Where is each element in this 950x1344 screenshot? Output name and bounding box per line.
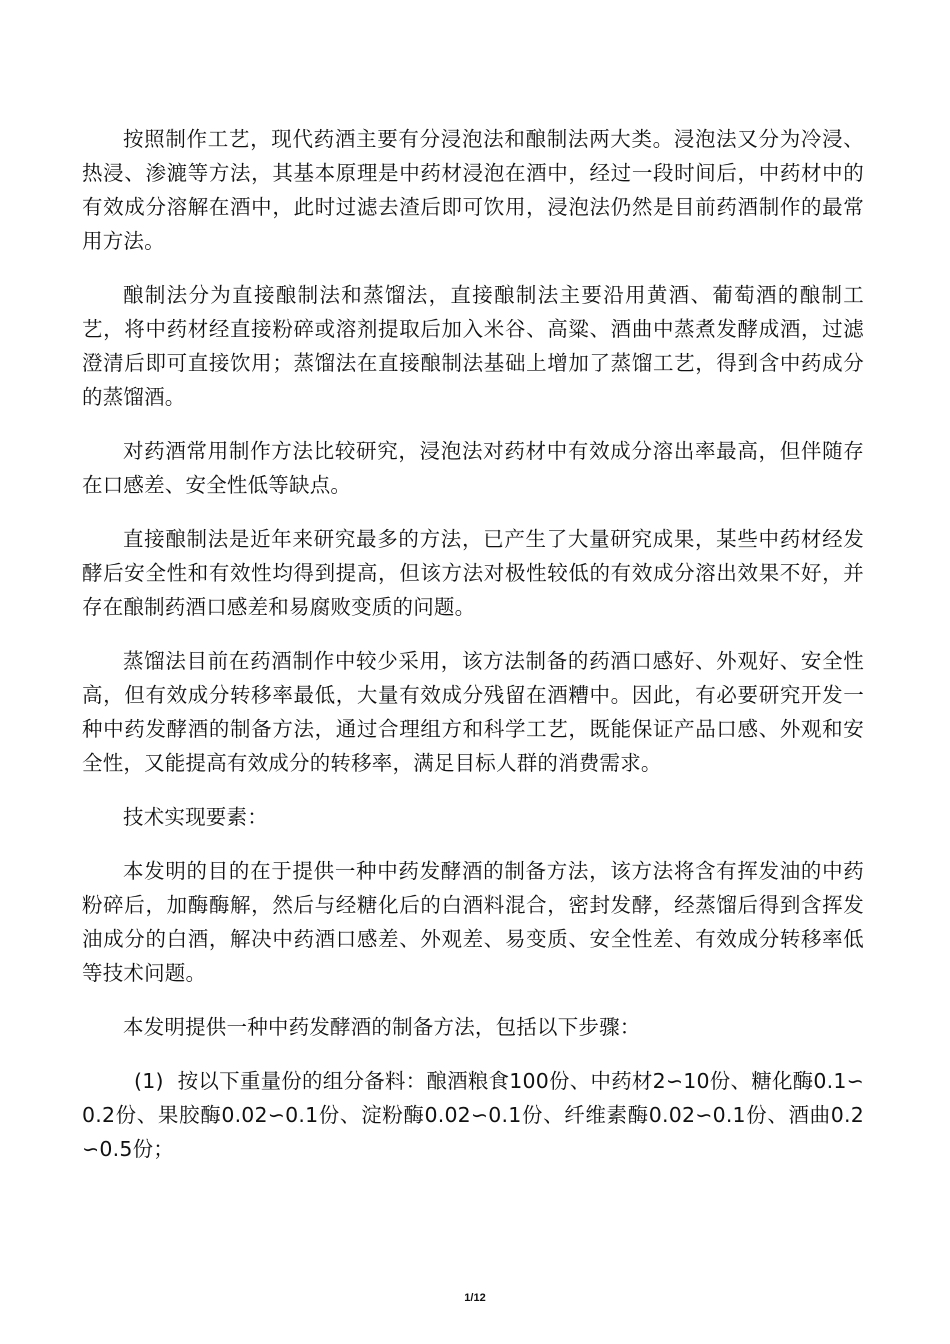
paragraph-direct-brewing: 直接酿制法是近年来研究最多的方法，已产生了大量研究成果，某些中药材经发酵后安全性和有效性均得到提高，但该方法对极性较低的有效成分溶出效果不好，并存在酿制药酒口感差和易腐败变质的问题。 [82,527,864,619]
paragraph-invention-purpose: 本发明的目的在于提供一种中药发酵酒的制备方法，该方法将含有挥发油的中药粉碎后，加酶酶解，然后与经糖化后的白酒料混合，密封发酵，经蒸馏后得到含挥发油成分的白酒，解决中药酒口感差、外观差、易变质、安全性差、有效成分转移率低等技术问题。 [82,859,864,985]
paragraph-invention-steps-intro: 本发明提供一种中药发酵酒的制备方法，包括以下步骤： [123,1015,641,1039]
paragraph-processing-methods: 按照制作工艺，现代药酒主要有分浸泡法和酿制法两大类。浸泡法又分为冷浸、热浸、渗漉等方法，其基本原理是中药材浸泡在酒中，经过一段时间后，中药材中的有效成分溶解在酒中，此时过滤去渣后即可饮用，浸泡法仍然是目前药酒制作的最常用方法。 [82,127,864,253]
list-item-step-1 [82,1064,864,1166]
paragraph-comparison: 对药酒常用制作方法比较研究，浸泡法对药材中有效成分溶出率最高，但伴随存在口感差、安全性低等缺点。 [82,439,864,497]
list-item-text: 按以下重量份的组分备料：酿酒粮食100份、中药材2∽10份、糖化酶0.1∽0.2份、果胶酶0.02∽0.1份、淀粉酶0.02∽0.1份、纤维素酶0.02∽0.1份、酒曲0.2∽0.5份； [82,1069,864,1161]
page-number: 1/12 [464,1292,486,1304]
document-body [82,122,864,1166]
paragraph-brewing-method: 酿制法分为直接酿制法和蒸馏法，直接酿制法主要沿用黄酒、葡萄酒的酿制工艺，将中药材经直接粉碎或溶剂提取后加入米谷、高粱、酒曲中蒸煮发酵成酒，过滤澄清后即可直接饮用；蒸馏法在直接酿制法基础上增加了蒸馏工艺，得到含中药成分的蒸馏酒。 [82,283,864,409]
section-heading-technical-elements: 技术实现要素： [123,805,268,829]
paragraph-distillation: 蒸馏法目前在药酒制作中较少采用，该方法制备的药酒口感好、外观好、安全性高，但有效成分转移率最低，大量有效成分残留在酒糟中。因此，有必要研究开发一种中药发酵酒的制备方法，通过合理组方和科学工艺，既能保证产品口感、外观和安全性，又能提高有效成分的转移率，满足目标人群的消费需求。 [82,649,864,775]
list-item-number: (1) [134,1069,164,1093]
